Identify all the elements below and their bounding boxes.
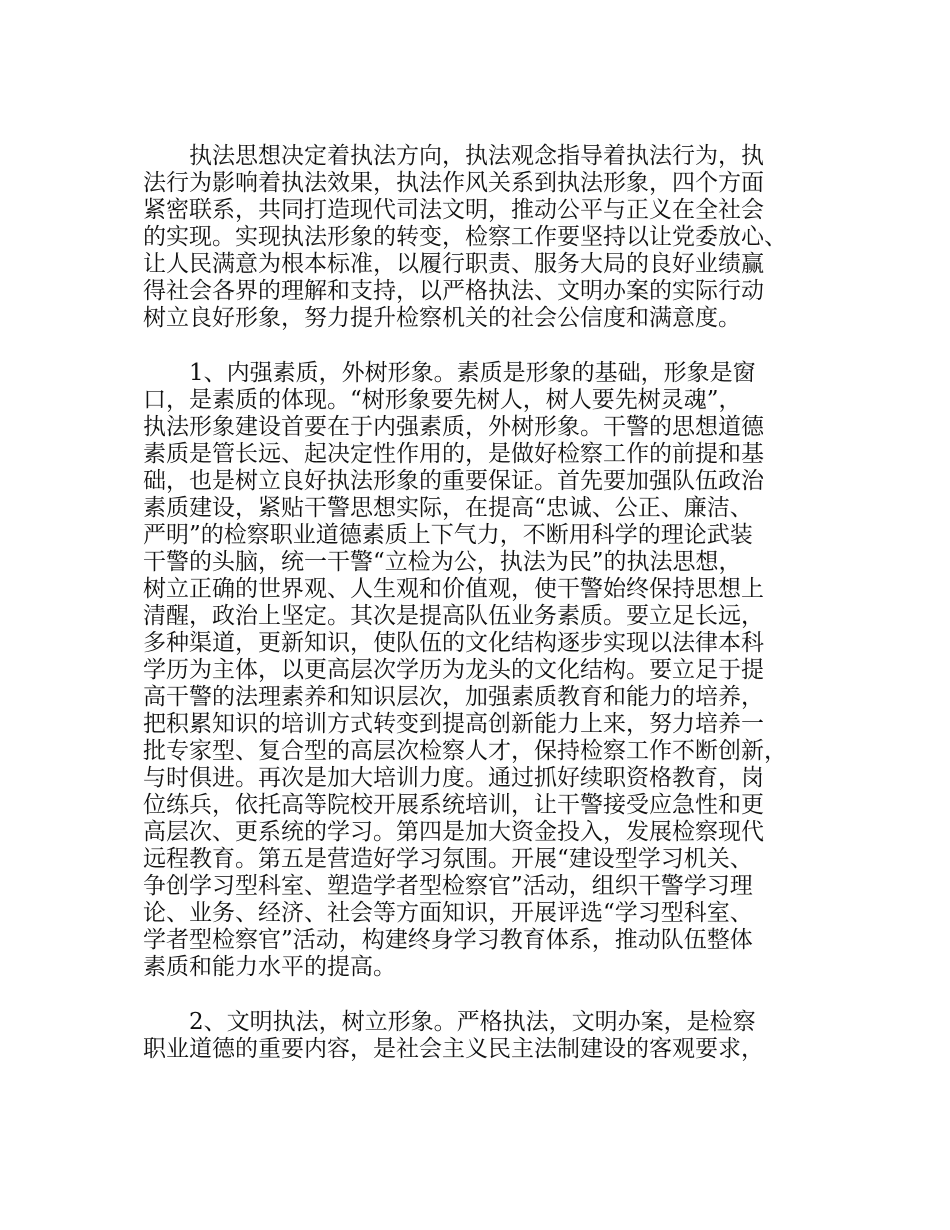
document-body: [143, 143, 823, 1091]
paragraph-section-2: 2、文明执法，树立形象。严格执法，文明办案，是检察 职业道德的重要内容，是社会主义民主法制建设的客观要求，: [143, 1009, 764, 1062]
paragraph-section-1: 1、内强素质，外树形象。素质是形象的基础，形象是窗 口，是素质的体现。“树形象要先树人，树人要先树灵魂”， 执法形象建设首要在于内强素质，外树形象。干警的思想道德 素质是管长远、起决定性作用的，是做好检察工作的前提和基 础，也是树立良好执法形象的重要保证。首先要加强队伍政治 素质建设，紧贴干警思想实际，在提高“忠诚、公正、廉洁、 严明”的检察职业道德素质上下气力，不断用科学的理论武装 干警的头脑，统一干警“立检为公，执法为民”的执法思想， 树立正确的世界观、人生观和价值观，使干警始终保持思想上 清醒，政治上坚定。其次是提高队伍业务素质。要立足长远， 多种渠道，更新知识，使队伍的文化结构逐步实现以法律本科 学历为主体，以更高层次学历为龙头的文化结构。要立足于提 高干警的法理素养和知识层次，加强素质教育和能力的培养， 把积累知识的培训方式转变到提高创新能力上来，努力培养一 批专家型、复合型的高层次检察人才，保持检察工作不断创新， 与时俱进。再次是加大培训力度。通过抓好续职资格教育，岗 位练兵，依托高等院校开展系统培训，让干警接受应急性和更 高层次、更系统的学习。第四是加大资金投入，发展检察现代 远程教育。第五是营造好学习氛围。开展“建设型学习机关、 争创学习型科室、塑造学者型检察官”活动，组织干警学习理 论、业务、经济、社会等方面知识，开展评选“学习型科室、 学者型检察官”活动，构建终身学习教育体系，推动队伍整体 素质和能力水平的提高。: [143, 360, 787, 980]
paragraph-intro: 执法思想决定着执法方向，执法观念指导着执法行为，执 法行为影响着执法效果，执法作风关系到执法形象，四个方面 紧密联系，共同打造现代司法文明，推动公平与正义在全社会 的实现。实现执法形象的转变，检察工作要坚持以让党委放心、 让人民满意为根本标准，以履行职责、服务大局的良好业绩赢 得社会各界的理解和支持，以严格执法、文明办案的实际行动 树立良好形象，努力提升检察机关的社会公信度和满意度。: [143, 143, 787, 331]
